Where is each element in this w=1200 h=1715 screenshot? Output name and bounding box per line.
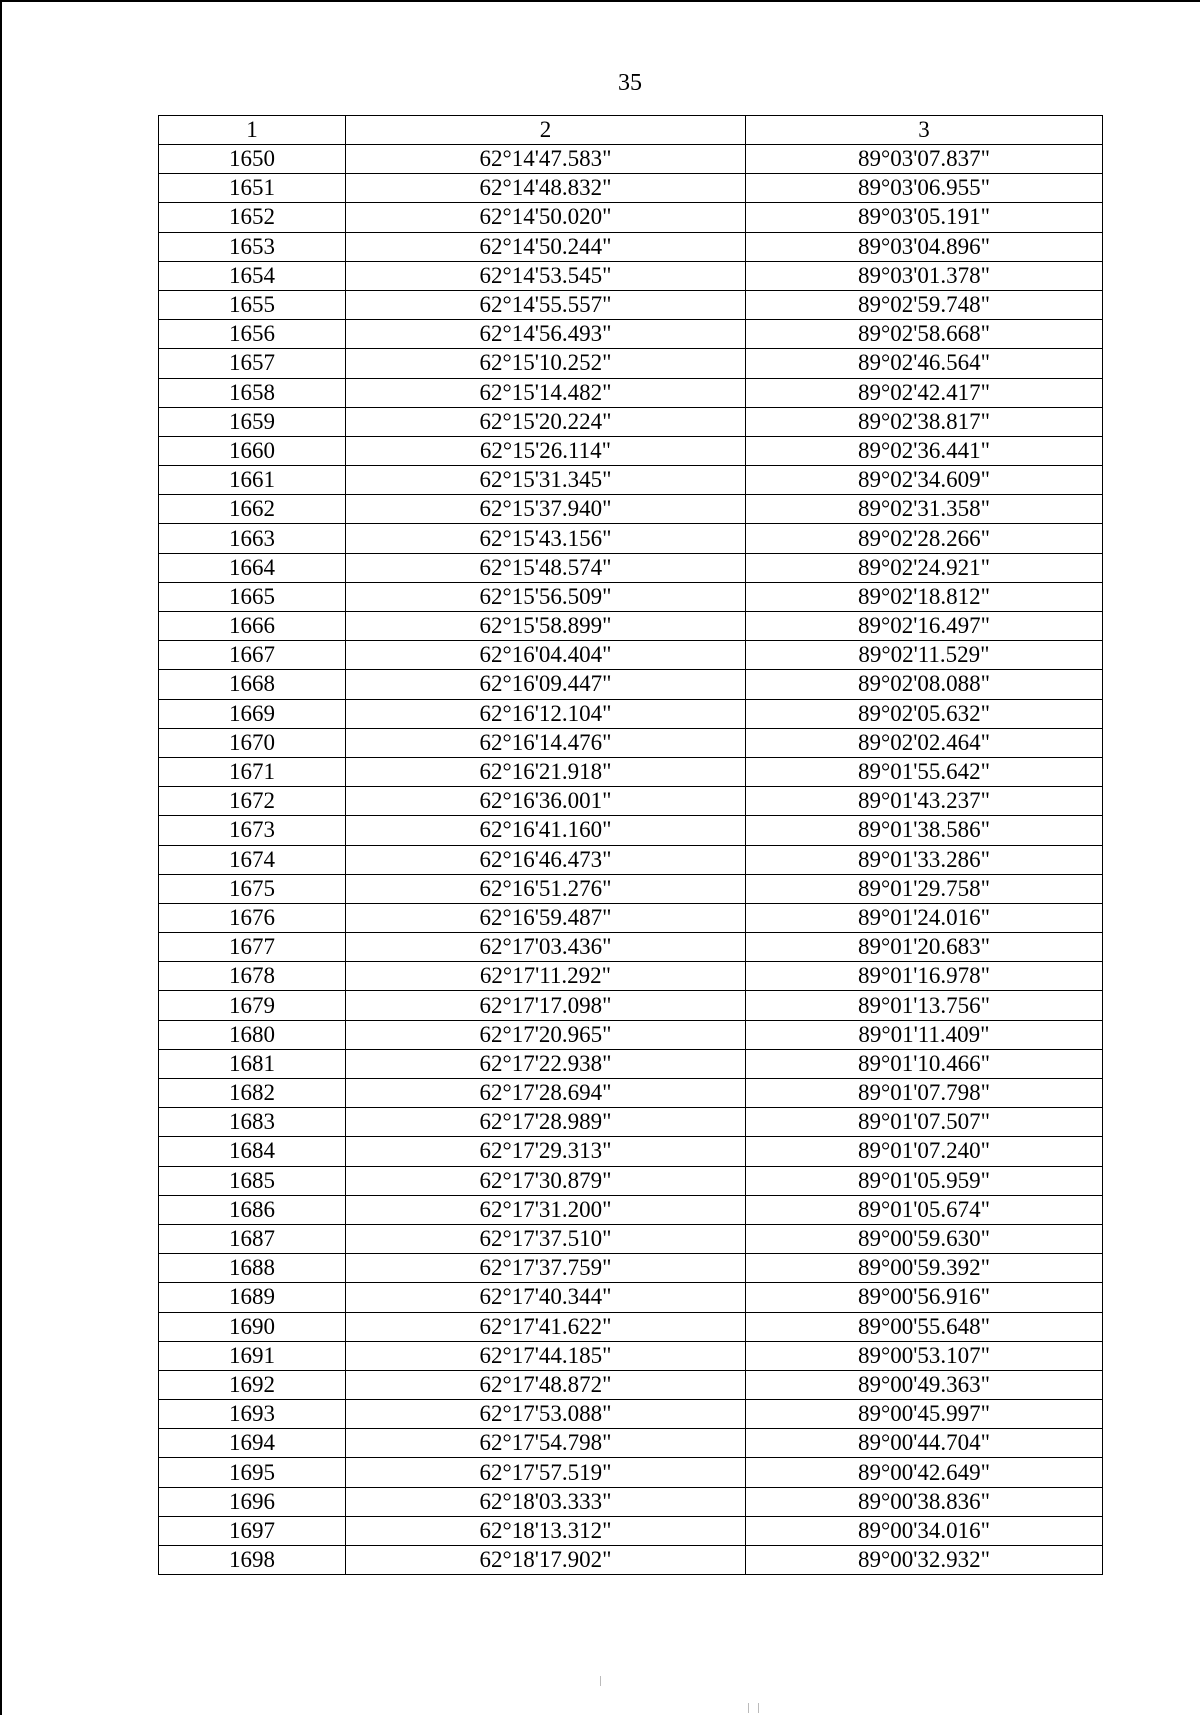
latitude-cell: 62°18'17.902"	[346, 1546, 746, 1575]
point-number-cell: 1692	[159, 1370, 346, 1399]
point-number-cell: 1677	[159, 933, 346, 962]
longitude-cell: 89°02'42.417"	[746, 378, 1103, 407]
longitude-cell: 89°00'59.630"	[746, 1224, 1103, 1253]
table-row	[159, 320, 1103, 349]
table-row	[159, 699, 1103, 728]
column-header-3: 3	[746, 116, 1103, 145]
table-row	[159, 1546, 1103, 1575]
longitude-cell: 89°02'05.632"	[746, 699, 1103, 728]
table-body	[159, 145, 1103, 1575]
point-number-cell: 1663	[159, 524, 346, 553]
longitude-cell: 89°01'10.466"	[746, 1049, 1103, 1078]
table-row	[159, 1341, 1103, 1370]
latitude-cell: 62°17'37.510"	[346, 1224, 746, 1253]
latitude-cell: 62°15'56.509"	[346, 582, 746, 611]
latitude-cell: 62°17'57.519"	[346, 1458, 746, 1487]
longitude-cell: 89°02'58.668"	[746, 320, 1103, 349]
longitude-cell: 89°02'02.464"	[746, 728, 1103, 757]
longitude-cell: 89°01'16.978"	[746, 962, 1103, 991]
point-number-cell: 1696	[159, 1487, 346, 1516]
table-row	[159, 407, 1103, 436]
point-number-cell: 1685	[159, 1166, 346, 1195]
longitude-cell: 89°01'55.642"	[746, 757, 1103, 786]
point-number-cell: 1653	[159, 232, 346, 261]
point-number-cell: 1674	[159, 845, 346, 874]
longitude-cell: 89°03'05.191"	[746, 203, 1103, 232]
table-row	[159, 1049, 1103, 1078]
point-number-cell: 1656	[159, 320, 346, 349]
longitude-cell: 89°03'07.837"	[746, 145, 1103, 174]
latitude-cell: 62°14'48.832"	[346, 174, 746, 203]
table-row	[159, 1020, 1103, 1049]
point-number-cell: 1697	[159, 1516, 346, 1545]
latitude-cell: 62°17'54.798"	[346, 1429, 746, 1458]
table-row	[159, 1312, 1103, 1341]
longitude-cell: 89°02'16.497"	[746, 612, 1103, 641]
table-row	[159, 757, 1103, 786]
longitude-cell: 89°01'24.016"	[746, 903, 1103, 932]
latitude-cell: 62°17'31.200"	[346, 1195, 746, 1224]
table-row	[159, 261, 1103, 290]
latitude-cell: 62°15'14.482"	[346, 378, 746, 407]
longitude-cell: 89°01'29.758"	[746, 874, 1103, 903]
table-row	[159, 436, 1103, 465]
latitude-cell: 62°14'50.244"	[346, 232, 746, 261]
point-number-cell: 1683	[159, 1108, 346, 1137]
longitude-cell: 89°00'56.916"	[746, 1283, 1103, 1312]
longitude-cell: 89°01'07.240"	[746, 1137, 1103, 1166]
longitude-cell: 89°01'43.237"	[746, 787, 1103, 816]
latitude-cell: 62°15'43.156"	[346, 524, 746, 553]
table-row	[159, 641, 1103, 670]
point-number-cell: 1672	[159, 787, 346, 816]
table-row	[159, 203, 1103, 232]
point-number-cell: 1671	[159, 757, 346, 786]
latitude-cell: 62°17'41.622"	[346, 1312, 746, 1341]
point-number-cell: 1687	[159, 1224, 346, 1253]
longitude-cell: 89°02'36.441"	[746, 436, 1103, 465]
longitude-cell: 89°00'53.107"	[746, 1341, 1103, 1370]
point-number-cell: 1657	[159, 349, 346, 378]
point-number-cell: 1670	[159, 728, 346, 757]
latitude-cell: 62°15'10.252"	[346, 349, 746, 378]
longitude-cell: 89°02'18.812"	[746, 582, 1103, 611]
point-number-cell: 1654	[159, 261, 346, 290]
point-number-cell: 1688	[159, 1254, 346, 1283]
latitude-cell: 62°16'14.476"	[346, 728, 746, 757]
table-row	[159, 1400, 1103, 1429]
table-row	[159, 349, 1103, 378]
point-number-cell: 1665	[159, 582, 346, 611]
table-row	[159, 1283, 1103, 1312]
longitude-cell: 89°02'59.748"	[746, 290, 1103, 319]
latitude-cell: 62°16'36.001"	[346, 787, 746, 816]
latitude-cell: 62°15'48.574"	[346, 553, 746, 582]
point-number-cell: 1680	[159, 1020, 346, 1049]
latitude-cell: 62°14'53.545"	[346, 261, 746, 290]
point-number-cell: 1673	[159, 816, 346, 845]
table-row	[159, 582, 1103, 611]
table-row	[159, 1487, 1103, 1516]
point-number-cell: 1694	[159, 1429, 346, 1458]
latitude-cell: 62°15'58.899"	[346, 612, 746, 641]
latitude-cell: 62°16'12.104"	[346, 699, 746, 728]
table-row	[159, 1224, 1103, 1253]
point-number-cell: 1686	[159, 1195, 346, 1224]
latitude-cell: 62°16'41.160"	[346, 816, 746, 845]
column-header-2: 2	[346, 116, 746, 145]
latitude-cell: 62°14'50.020"	[346, 203, 746, 232]
latitude-cell: 62°15'31.345"	[346, 466, 746, 495]
point-number-cell: 1676	[159, 903, 346, 932]
table-row	[159, 1195, 1103, 1224]
table-header	[159, 116, 1103, 145]
table-row	[159, 874, 1103, 903]
point-number-cell: 1651	[159, 174, 346, 203]
point-number-cell: 1667	[159, 641, 346, 670]
point-number-cell: 1655	[159, 290, 346, 319]
table-row	[159, 1516, 1103, 1545]
table-row	[159, 845, 1103, 874]
longitude-cell: 89°01'38.586"	[746, 816, 1103, 845]
point-number-cell: 1684	[159, 1137, 346, 1166]
longitude-cell: 89°03'01.378"	[746, 261, 1103, 290]
table-row	[159, 1458, 1103, 1487]
latitude-cell: 62°15'37.940"	[346, 495, 746, 524]
latitude-cell: 62°17'30.879"	[346, 1166, 746, 1195]
latitude-cell: 62°17'03.436"	[346, 933, 746, 962]
longitude-cell: 89°02'31.358"	[746, 495, 1103, 524]
point-number-cell: 1659	[159, 407, 346, 436]
longitude-cell: 89°00'45.997"	[746, 1400, 1103, 1429]
point-number-cell: 1652	[159, 203, 346, 232]
column-header-1: 1	[159, 116, 346, 145]
table-row	[159, 145, 1103, 174]
longitude-cell: 89°02'24.921"	[746, 553, 1103, 582]
longitude-cell: 89°00'59.392"	[746, 1254, 1103, 1283]
longitude-cell: 89°00'34.016"	[746, 1516, 1103, 1545]
scan-mark	[758, 1703, 759, 1713]
longitude-cell: 89°01'07.798"	[746, 1079, 1103, 1108]
point-number-cell: 1693	[159, 1400, 346, 1429]
longitude-cell: 89°00'55.648"	[746, 1312, 1103, 1341]
latitude-cell: 62°17'22.938"	[346, 1049, 746, 1078]
latitude-cell: 62°17'11.292"	[346, 962, 746, 991]
scan-mark	[748, 1703, 749, 1713]
longitude-cell: 89°01'20.683"	[746, 933, 1103, 962]
point-number-cell: 1678	[159, 962, 346, 991]
point-number-cell: 1682	[159, 1079, 346, 1108]
point-number-cell: 1698	[159, 1546, 346, 1575]
longitude-cell: 89°01'05.674"	[746, 1195, 1103, 1224]
longitude-cell: 89°01'33.286"	[746, 845, 1103, 874]
longitude-cell: 89°01'05.959"	[746, 1166, 1103, 1195]
latitude-cell: 62°17'40.344"	[346, 1283, 746, 1312]
longitude-cell: 89°00'49.363"	[746, 1370, 1103, 1399]
table-row	[159, 290, 1103, 319]
latitude-cell: 62°17'28.694"	[346, 1079, 746, 1108]
table-row	[159, 991, 1103, 1020]
longitude-cell: 89°02'34.609"	[746, 466, 1103, 495]
point-number-cell: 1661	[159, 466, 346, 495]
point-number-cell: 1658	[159, 378, 346, 407]
table-row	[159, 378, 1103, 407]
scan-mark	[600, 1676, 601, 1686]
latitude-cell: 62°18'03.333"	[346, 1487, 746, 1516]
latitude-cell: 62°17'53.088"	[346, 1400, 746, 1429]
latitude-cell: 62°16'46.473"	[346, 845, 746, 874]
coordinates-table	[158, 115, 1103, 1575]
table-row	[159, 1370, 1103, 1399]
table-row	[159, 816, 1103, 845]
latitude-cell: 62°15'20.224"	[346, 407, 746, 436]
latitude-cell: 62°16'21.918"	[346, 757, 746, 786]
latitude-cell: 62°17'44.185"	[346, 1341, 746, 1370]
point-number-cell: 1650	[159, 145, 346, 174]
page-number: 35	[618, 70, 642, 96]
longitude-cell: 89°00'42.649"	[746, 1458, 1103, 1487]
latitude-cell: 62°17'37.759"	[346, 1254, 746, 1283]
table-header-row	[159, 116, 1103, 145]
point-number-cell: 1681	[159, 1049, 346, 1078]
longitude-cell: 89°02'38.817"	[746, 407, 1103, 436]
latitude-cell: 62°17'28.989"	[346, 1108, 746, 1137]
point-number-cell: 1664	[159, 553, 346, 582]
latitude-cell: 62°14'55.557"	[346, 290, 746, 319]
longitude-cell: 89°00'38.836"	[746, 1487, 1103, 1516]
table-row	[159, 1166, 1103, 1195]
longitude-cell: 89°01'11.409"	[746, 1020, 1103, 1049]
latitude-cell: 62°16'04.404"	[346, 641, 746, 670]
point-number-cell: 1660	[159, 436, 346, 465]
longitude-cell: 89°02'28.266"	[746, 524, 1103, 553]
table-row	[159, 1079, 1103, 1108]
longitude-cell: 89°03'06.955"	[746, 174, 1103, 203]
table-row	[159, 1429, 1103, 1458]
point-number-cell: 1668	[159, 670, 346, 699]
table-row	[159, 466, 1103, 495]
point-number-cell: 1662	[159, 495, 346, 524]
table-row	[159, 728, 1103, 757]
table-row	[159, 1254, 1103, 1283]
table-row	[159, 232, 1103, 261]
point-number-cell: 1675	[159, 874, 346, 903]
point-number-cell: 1690	[159, 1312, 346, 1341]
table-row	[159, 903, 1103, 932]
point-number-cell: 1689	[159, 1283, 346, 1312]
table-row	[159, 933, 1103, 962]
longitude-cell: 89°00'44.704"	[746, 1429, 1103, 1458]
point-number-cell: 1666	[159, 612, 346, 641]
longitude-cell: 89°02'08.088"	[746, 670, 1103, 699]
table-row	[159, 524, 1103, 553]
table-row	[159, 787, 1103, 816]
table-row	[159, 553, 1103, 582]
scan-edge-top	[0, 0, 1200, 2]
point-number-cell: 1691	[159, 1341, 346, 1370]
latitude-cell: 62°14'56.493"	[346, 320, 746, 349]
latitude-cell: 62°17'29.313"	[346, 1137, 746, 1166]
longitude-cell: 89°02'11.529"	[746, 641, 1103, 670]
longitude-cell: 89°01'07.507"	[746, 1108, 1103, 1137]
longitude-cell: 89°03'04.896"	[746, 232, 1103, 261]
latitude-cell: 62°16'09.447"	[346, 670, 746, 699]
point-number-cell: 1695	[159, 1458, 346, 1487]
table-row	[159, 1137, 1103, 1166]
point-number-cell: 1669	[159, 699, 346, 728]
scan-edge-left	[0, 0, 2, 1715]
longitude-cell: 89°02'46.564"	[746, 349, 1103, 378]
latitude-cell: 62°17'48.872"	[346, 1370, 746, 1399]
latitude-cell: 62°14'47.583"	[346, 145, 746, 174]
point-number-cell: 1679	[159, 991, 346, 1020]
latitude-cell: 62°17'20.965"	[346, 1020, 746, 1049]
latitude-cell: 62°17'17.098"	[346, 991, 746, 1020]
table-row	[159, 962, 1103, 991]
longitude-cell: 89°01'13.756"	[746, 991, 1103, 1020]
latitude-cell: 62°18'13.312"	[346, 1516, 746, 1545]
table-row	[159, 1108, 1103, 1137]
table-row	[159, 670, 1103, 699]
table-row	[159, 495, 1103, 524]
latitude-cell: 62°15'26.114"	[346, 436, 746, 465]
latitude-cell: 62°16'51.276"	[346, 874, 746, 903]
longitude-cell: 89°00'32.932"	[746, 1546, 1103, 1575]
table-row	[159, 174, 1103, 203]
table-row	[159, 612, 1103, 641]
latitude-cell: 62°16'59.487"	[346, 903, 746, 932]
